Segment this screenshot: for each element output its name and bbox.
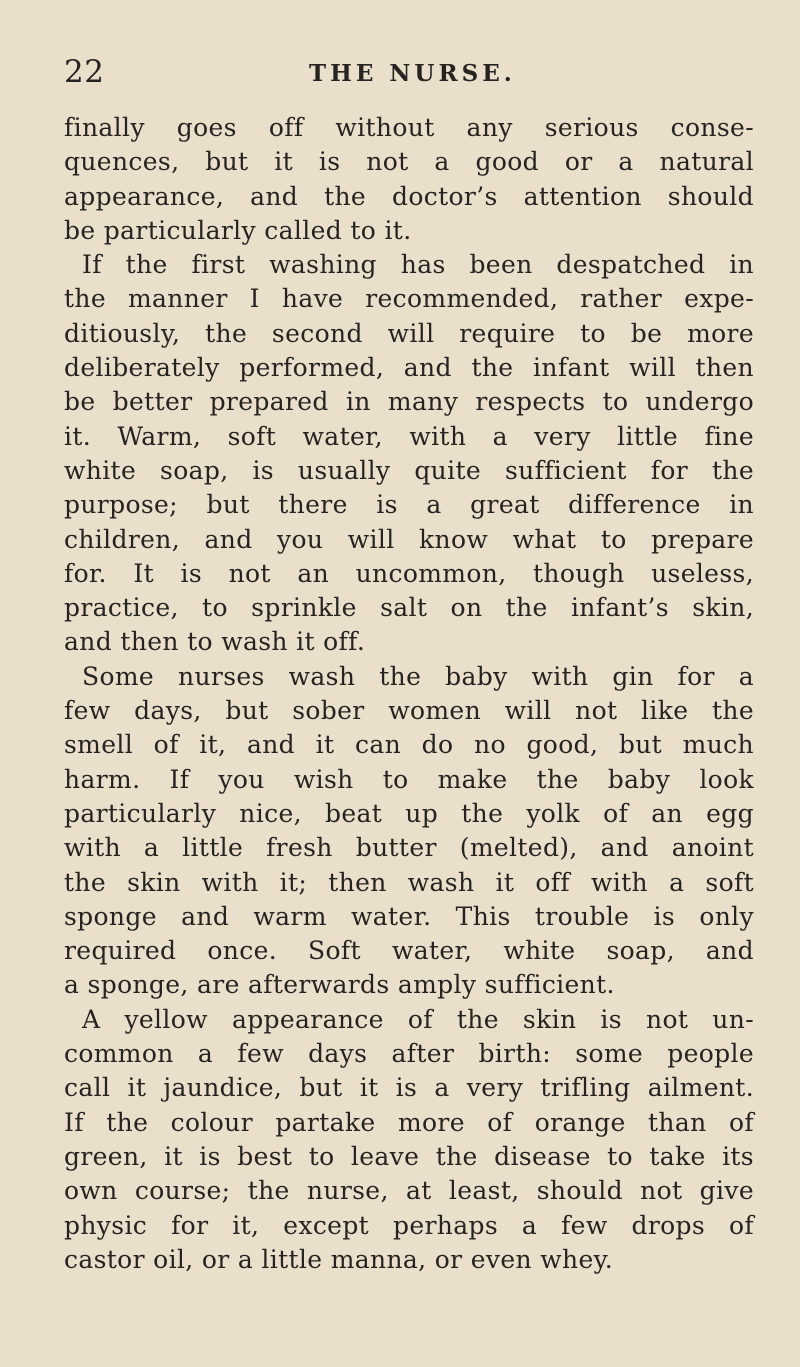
- text-line: Some nurses wash the baby with gin for a: [82, 661, 754, 691]
- text-line: own course; the nurse, at least, should not give: [64, 1176, 754, 1206]
- text-line: If the first washing has been despatched in: [82, 250, 754, 280]
- text-line: white soap, is usually quite sufficient for the: [64, 455, 754, 485]
- text-line: call it jaundice, but it is a very trifling ailment.: [64, 1073, 754, 1103]
- text-line: appearance, and the doctor’s attention should: [64, 181, 754, 211]
- text-line: physic for it, except perhaps a few drops of: [64, 1210, 754, 1240]
- text-line: it. Warm, soft water, with a very little fine: [64, 421, 754, 451]
- text-line: required once. Soft water, white soap, and: [64, 936, 754, 966]
- text-line: the skin with it; then wash it off with a soft: [64, 867, 754, 897]
- text-line: ditiously, the second will require to be more: [64, 318, 754, 348]
- text-line: be particularly called to it.: [64, 215, 412, 245]
- text-line: quences, but it is not a good or a natural: [64, 147, 754, 177]
- text-line: green, it is best to leave the disease to take its: [64, 1141, 754, 1171]
- text-line: sponge and warm water. This trouble is only: [64, 901, 754, 931]
- text-line: castor oil, or a little manna, or even whey.: [64, 1244, 614, 1274]
- running-head: [64, 54, 764, 94]
- text-line: few days, but sober women will not like the: [64, 696, 754, 726]
- text-line: common a few days after birth: some people: [64, 1039, 754, 1069]
- text-line: finally goes off without any serious conse-: [64, 113, 754, 142]
- page-number: 22: [64, 54, 105, 90]
- text-line: with a little fresh butter (melted), and anoint: [64, 833, 754, 863]
- text-line: particularly nice, beat up the yolk of an egg: [64, 798, 754, 828]
- text-line: purpose; but there is a great difference in: [64, 490, 754, 520]
- text-line: children, and you will know what to prepare: [64, 524, 754, 554]
- text-line: be better prepared in many respects to undergo: [64, 387, 754, 417]
- page-title: THE NURSE.: [309, 60, 516, 87]
- text-line: and then to wash it off.: [64, 627, 366, 657]
- text-line: a sponge, are afterwards amply sufficient.: [64, 970, 615, 1000]
- text-line: practice, to sprinkle salt on the infant’s skin,: [64, 593, 754, 623]
- text-line: A yellow appearance of the skin is not un-: [82, 1004, 754, 1034]
- text-line: for. It is not an uncommon, though useless,: [64, 558, 754, 588]
- text-line: If the colour partake more of orange than of: [64, 1107, 754, 1137]
- text-line: the manner I have recommended, rather expe-: [64, 284, 754, 314]
- body-text: [64, 111, 754, 1277]
- text-line: smell of it, and it can do no good, but much: [64, 730, 754, 760]
- text-line: harm. If you wish to make the baby look: [64, 764, 754, 794]
- text-line: deliberately performed, and the infant will then: [64, 353, 754, 383]
